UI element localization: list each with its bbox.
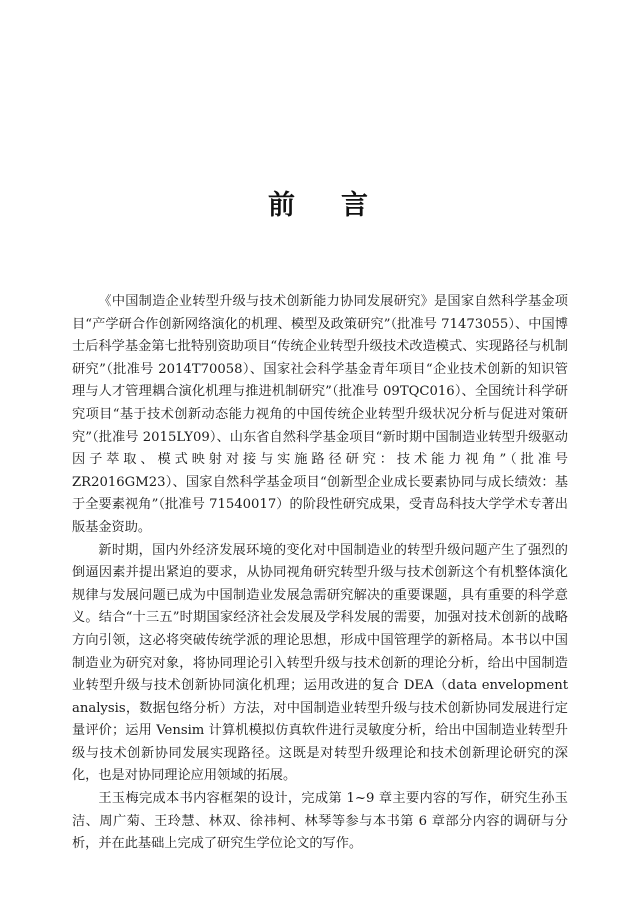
paragraph-funding: 《中国制造企业转型升级与技术创新能力协同发展研究》是国家自然科学基金项目“产学研合作创新网络演化的机理、模型及政策研究”（批准号 71473055）、中国博士后科学基金第七批特别资助项目“传统企业转型升级技术改造模式、实现路径与机制研究”（批准号 2014T70058）、国家社会科学基金青年项目“企业技术创新的知识管理与人才管理耦合演化机理与推进机制研究”（批准号 09TQC016）、全国统计科学研究项目“基于技术创新动态能力视角的中国传统企业转型升级状况分析与促进对策研究”（批准号 2015LY09）、山东省自然科学基金项目“新时期中国制造业转型升级驱动因子萃取、模式映射对接与实施路径研究：技术能力视角”（批准号 ZR2016GM23）、国家自然科学基金项目“创新型企业成长要素协同与成长绩效：基于全要素视角”（批准号 71540017）的阶段性研究成果，受青岛科技大学学术专著出版基金资助。 xyxy=(72,294,568,535)
title-char-1: 前 xyxy=(268,190,297,221)
page-title xyxy=(0,183,638,222)
title-char-2: 言 xyxy=(341,190,370,221)
paragraph-background: 新时期，国内外经济发展环境的变化对中国制造业的转型升级问题产生了强烈的倒逼因素并提出紧迫的要求，从协同视角研究转型升级与技术创新这个有机整体演化规律与发展问题已成为中国制造业发展急需研究解决的重要课题，具有重要的科学意义。结合“十三五”时期国家经济社会发展及学科发展的需要，加强对技术创新的战略方向引领，这必将突破传统学派的理论思想，形成中国管理学的新格局。本书以中国制造业为研究对象，将协同理论引入转型升级与技术创新的理论分析，给出中国制造业转型升级与技术创新协同演化机理；运用改进的复合 DEA（data envelopment analysis，数据包络分析）方法，对中国制造业转型升级与技术创新协同发展进行定量评价；运用 Vensim 计算机模拟仿真软件进行灵敏度分析，给出中国制造业转型升级与技术创新协同发展实现路径。这既是对转型升级理论和技术创新理论研究的深化，也是对协同理论应用领域的拓展。 xyxy=(72,542,568,784)
paragraph-authors: 王玉梅完成本书内容框架的设计，完成第 1~9 章主要内容的写作，研究生孙玉洁、周广菊、王玲慧、林双、徐祎柯、林琴等参与本书第 6 章部分内容的调研与分析，并在此基础上完成了研究生学位论文的写作。 xyxy=(72,791,568,852)
preface-body xyxy=(72,291,568,856)
